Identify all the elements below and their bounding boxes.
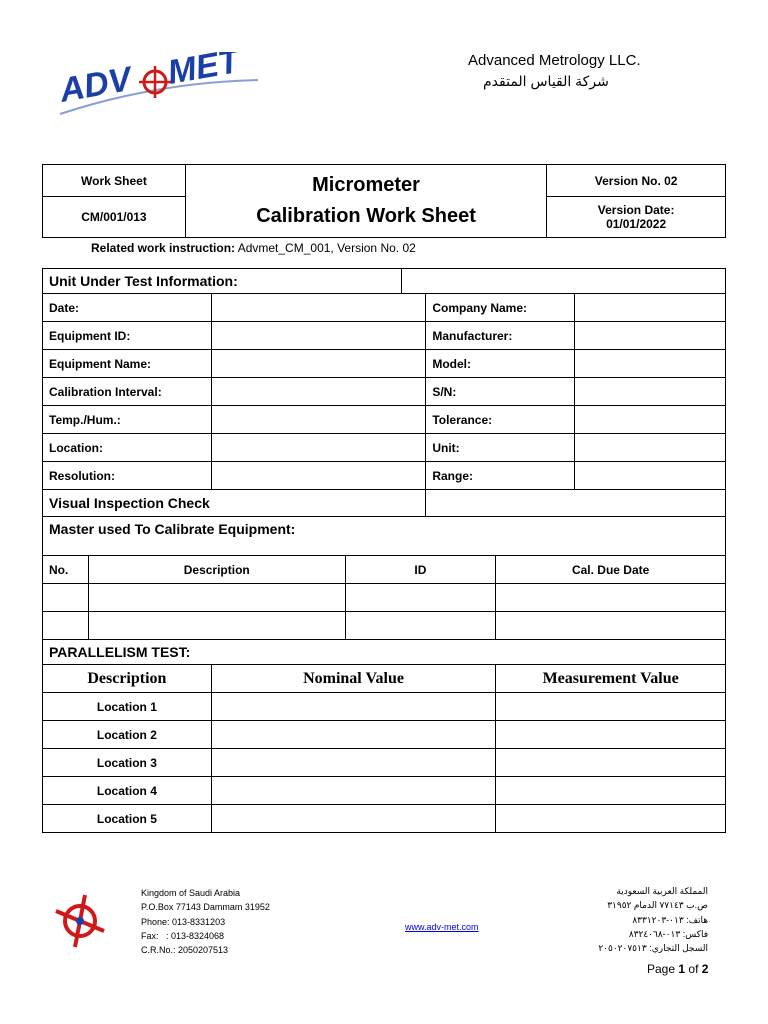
location-label: Location 4 [43,777,212,805]
master-col-description: Description [88,556,345,584]
field-value[interactable] [575,350,726,378]
page-number [647,962,708,976]
nominal-value-cell[interactable] [211,805,495,833]
parallelism-row [43,721,726,749]
field-label: Manufacturer: [426,322,575,350]
field-value[interactable] [211,322,426,350]
field-value[interactable] [575,294,726,322]
field-value[interactable] [575,378,726,406]
master-row [43,612,726,640]
unit-info-heading: Unit Under Test Information: [43,269,402,294]
location-label: Location 1 [43,693,212,721]
logo-text-left: ADV [58,59,135,110]
page-current: 1 [678,962,686,976]
field-label: S/N: [426,378,575,406]
master-col-no: No. [43,556,89,584]
footer-line: Fax: : 013-8324068 [141,930,225,941]
title-line-2: Calibration Work Sheet [256,205,476,227]
footer-line: فاكس: ٠١٣-٨٣٢٤٠٦٨ [628,928,708,939]
master-col-cal-due: Cal. Due Date [496,556,726,584]
field-value[interactable] [211,350,426,378]
field-value[interactable] [211,406,426,434]
master-cell[interactable] [88,584,345,612]
form-row [43,378,726,406]
field-label: Unit: [426,434,575,462]
version-date-cell [547,197,726,238]
footer-line: المملكة العربية السعودية [616,886,708,896]
measurement-value-cell[interactable] [496,805,726,833]
company-name-en: Advanced Metrology LLC. [468,52,641,69]
form-row [43,322,726,350]
field-value[interactable] [575,406,726,434]
parallelism-col-description: Description [43,665,212,693]
footer-line: السجل التجاري: ٢٠٥٠٢٠٧٥١٣ [598,943,708,954]
parallelism-col-measurement: Measurement Value [496,665,726,693]
title-line-1: Micrometer [312,174,420,196]
website-link[interactable]: www.adv-met.com [405,922,479,932]
company-name-ar: شركة القياس المتقدم [483,73,609,89]
related-value: Advmet_CM_001, Version No. 02 [237,241,416,255]
work-sheet-number: CM/001/013 [43,197,186,238]
field-value[interactable] [211,462,426,490]
field-value[interactable] [211,294,426,322]
parallelism-row [43,693,726,721]
location-label: Location 5 [43,805,212,833]
footer-line: Phone: 013-8331203 [141,916,226,927]
footer-line: Kingdom of Saudi Arabia [141,888,241,898]
master-cell[interactable] [88,612,345,640]
field-label: Company Name: [426,294,575,322]
page-of: of [688,962,699,976]
header-table [42,164,726,238]
field-label: Equipment ID: [43,322,212,350]
version-date: 01/01/2022 [606,217,667,231]
parallelism-heading: PARALLELISM TEST: [43,640,726,665]
field-value[interactable] [575,322,726,350]
footer-line: هاتف: ٠١٣-٨٣٣١٢٠٣ [632,914,708,925]
form-row [43,294,726,322]
work-sheet-label: Work Sheet [43,165,186,197]
field-value[interactable] [575,462,726,490]
field-label: Model: [426,350,575,378]
footer-address-ar [598,884,708,955]
page-total: 2 [701,962,709,976]
nominal-value-cell[interactable] [211,777,495,805]
version-number: Version No. 02 [547,165,726,197]
measurement-value-cell[interactable] [496,749,726,777]
form-row [43,350,726,378]
related-work-instruction [91,241,416,255]
field-label: Resolution: [43,462,212,490]
form-row [43,434,726,462]
field-label: Temp./Hum.: [43,406,212,434]
field-label: Calibration Interval: [43,378,212,406]
master-cell[interactable] [496,584,726,612]
master-cell[interactable] [345,584,496,612]
field-value[interactable] [575,434,726,462]
field-label: Date: [43,294,212,322]
field-value[interactable] [211,378,426,406]
parallelism-header-row [43,665,726,693]
parallelism-col-nominal: Nominal Value [211,665,495,693]
unit-info-blank[interactable] [402,269,726,294]
nominal-value-cell[interactable] [211,721,495,749]
sheet-title [185,165,546,238]
page-label: Page [647,962,676,976]
measurement-value-cell[interactable] [496,777,726,805]
related-label: Related work instruction: [91,241,236,255]
master-col-id: ID [345,556,496,584]
field-label: Range: [426,462,575,490]
footer-target-logo-icon [52,893,108,954]
company-logo [58,52,268,122]
form-row [43,406,726,434]
location-label: Location 2 [43,721,212,749]
master-heading: Master used To Calibrate Equipment: [43,517,726,556]
form-row [43,462,726,490]
master-cell[interactable] [496,612,726,640]
master-row [43,584,726,612]
nominal-value-cell[interactable] [211,693,495,721]
footer-line: C.R.No.: 2050207513 [141,945,229,956]
field-label: Equipment Name: [43,350,212,378]
nominal-value-cell[interactable] [211,749,495,777]
field-label: Tolerance: [426,406,575,434]
footer-line: P.O.Box 77143 Dammam 31952 [141,902,270,913]
footer-line: ص.ب ٧٧١٤٣ الدمام ٣١٩٥٢ [607,900,708,911]
visual-inspection-value[interactable] [426,490,726,517]
visual-inspection-label: Visual Inspection Check [43,490,426,517]
master-cell[interactable] [43,584,89,612]
parallelism-row [43,777,726,805]
location-label: Location 3 [43,749,212,777]
footer-address-en [141,886,270,957]
parallelism-row [43,805,726,833]
parallelism-row [43,749,726,777]
field-label: Location: [43,434,212,462]
version-date-label: Version Date: [597,203,675,217]
work-sheet-form [42,268,726,833]
master-cell[interactable] [43,612,89,640]
measurement-value-cell[interactable] [496,721,726,749]
logo-text-right: MET [164,52,243,92]
field-value[interactable] [211,434,426,462]
master-header-row [43,556,726,584]
measurement-value-cell[interactable] [496,693,726,721]
master-cell[interactable] [345,612,496,640]
